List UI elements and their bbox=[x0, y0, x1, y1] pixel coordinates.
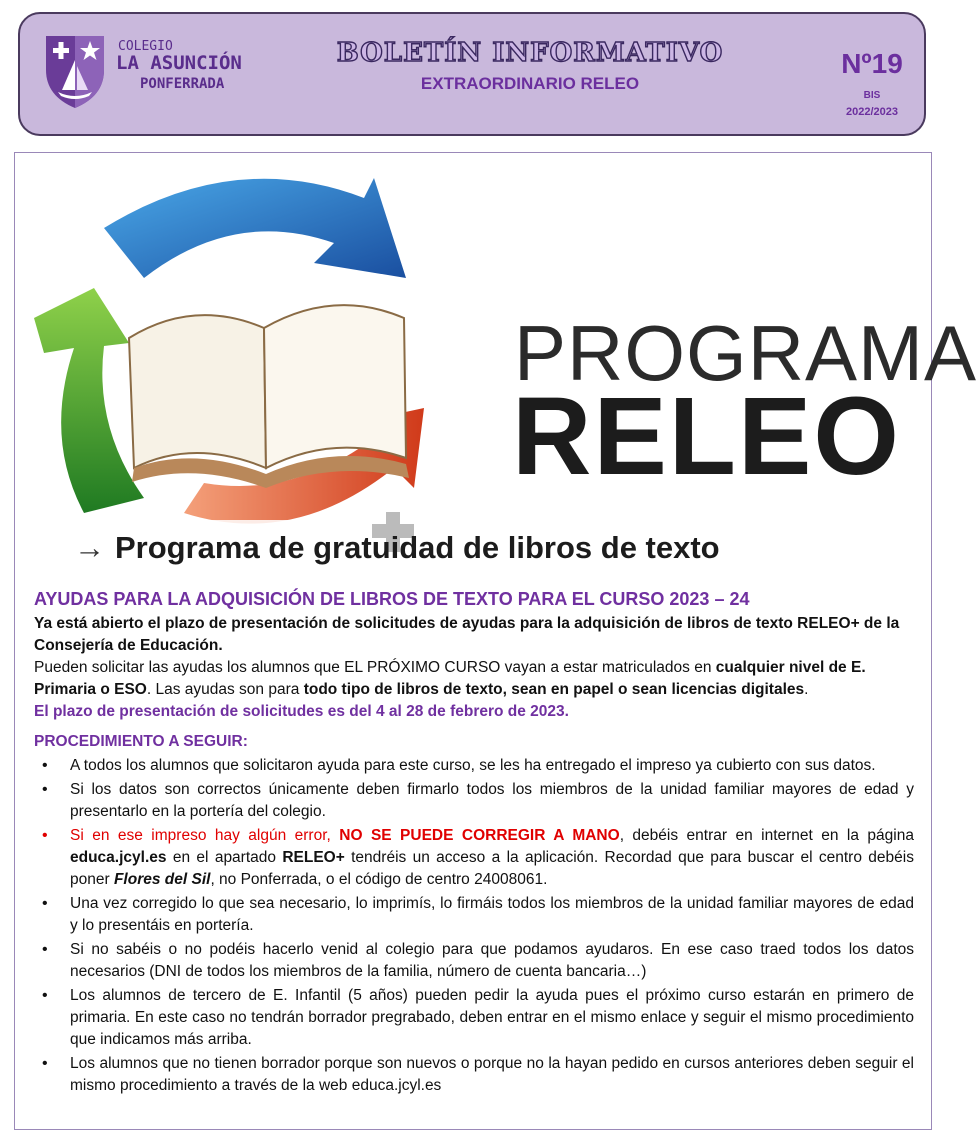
newsletter-header bbox=[18, 12, 926, 136]
school-name bbox=[116, 40, 242, 91]
b3-redbold: NO SE PUEDE CORREGIR A MANO bbox=[339, 827, 620, 844]
newsletter-title: BOLETÍN INFORMATIVO bbox=[336, 38, 724, 68]
banner-tagline bbox=[74, 530, 720, 566]
school-crest-icon bbox=[42, 30, 108, 110]
p2-e: . bbox=[804, 681, 809, 698]
procedure-heading: PROCEDIMIENTO A SEGUIR: bbox=[34, 733, 248, 750]
releo-banner bbox=[34, 168, 977, 584]
b3-releo: RELEO+ bbox=[282, 849, 345, 866]
p2-c: . Las ayudas son para bbox=[146, 681, 304, 698]
list-item: • Los alumnos de tercero de E. Infantil (5 años) pueden pedir la ayuda pues el próximo curso estarán en primero de primaria. En este caso no tendrán borrador pregrabado, deben entrar en el mismo enlace y seguir el mismo procedimiento que indicamos más arriba. bbox=[34, 985, 914, 1051]
b3-c: tendréis un acceso a la aplicación. Recordad que para buscar el centro debéis poner bbox=[70, 849, 914, 888]
article-body bbox=[34, 588, 914, 1099]
p2-b: cualquier nivel de E. Primaria o ESO bbox=[34, 659, 866, 698]
school-line-colegio: COLEGIO bbox=[118, 39, 173, 54]
issue-bis: BIS bbox=[863, 90, 881, 101]
list-item: • A todos los alumnos que solicitaron ayuda para este curso, se les ha entregado el impreso ya cubierto con sus datos. bbox=[34, 755, 914, 777]
article-heading: AYUDAS PARA LA ADQUISICIÓN DE LIBROS DE TEXTO PARA EL CURSO 2023 – 24 bbox=[34, 589, 750, 609]
list-item: • Si los datos son correctos únicamente deben firmarlo todos los miembros de la unidad familiar mayores de edad y presentarlo en la portería del colegio. bbox=[34, 779, 914, 823]
issue-number: Nº19 bbox=[841, 48, 903, 79]
school-line-city: PONFERRADA bbox=[140, 76, 225, 92]
list-item bbox=[34, 825, 914, 891]
arrow-right-icon: → bbox=[74, 530, 105, 565]
b3-flores: Flores del Sil bbox=[113, 871, 211, 888]
tagline-text: Programa de gratuidad de libros de texto bbox=[115, 530, 720, 565]
b3-red: Si en ese impreso hay algún error, bbox=[70, 827, 340, 844]
school-line-name: LA ASUNCIÓN bbox=[116, 52, 242, 74]
list-item: • Los alumnos que no tienen borrador porque son nuevos o porque no la hayan pedido en cursos anteriores deben seguir el mismo procedimiento a través de la web educa.jcyl.es bbox=[34, 1053, 914, 1097]
school-year: 2022/2023 bbox=[846, 106, 898, 118]
banner-releo: RELEO bbox=[512, 375, 901, 498]
b3-b: en el apartado bbox=[166, 849, 283, 866]
p2-d: todo tipo de libros de texto, sean en papel o sean licencias digitales bbox=[303, 681, 805, 698]
intro-bold: Ya está abierto el plazo de presentación de solicitudes de ayudas para la adquisición de libros de texto RELEO+ de la Consejería de Educación. bbox=[34, 615, 900, 654]
intro-paragraph bbox=[34, 613, 914, 657]
p2-a: Pueden solicitar las ayudas los alumnos que EL PRÓXIMO CURSO vayan a estar matriculados en bbox=[34, 659, 716, 676]
b3-d: , no Ponferrada, o el código de centro 24008061. bbox=[210, 871, 548, 888]
banner-programa: PROGRAMA bbox=[514, 309, 977, 397]
newsletter-subtitle: EXTRAORDINARIO RELEO bbox=[420, 74, 640, 93]
b3-a: , debéis entrar en internet en la página bbox=[619, 827, 914, 844]
deadline-notice: El plazo de presentación de solicitudes es del 4 al 28 de febrero de 2023. bbox=[34, 703, 569, 720]
list-item: • Una vez corregido lo que sea necesario, lo imprimís, lo firmáis todos los miembros de la unidad familiar mayores de edad y lo presentáis en portería. bbox=[34, 893, 914, 937]
eligibility-paragraph bbox=[34, 657, 914, 701]
procedure-list bbox=[34, 755, 914, 1097]
educa-link[interactable]: educa.jcyl.es bbox=[70, 849, 167, 866]
list-item: • Si no sabéis o no podéis hacerlo venid al colegio para que podamos ayudaros. En ese caso traed todos los datos necesarios (DNI de todos los miembros de la familia, número de cuenta bancaria…) bbox=[34, 939, 914, 983]
